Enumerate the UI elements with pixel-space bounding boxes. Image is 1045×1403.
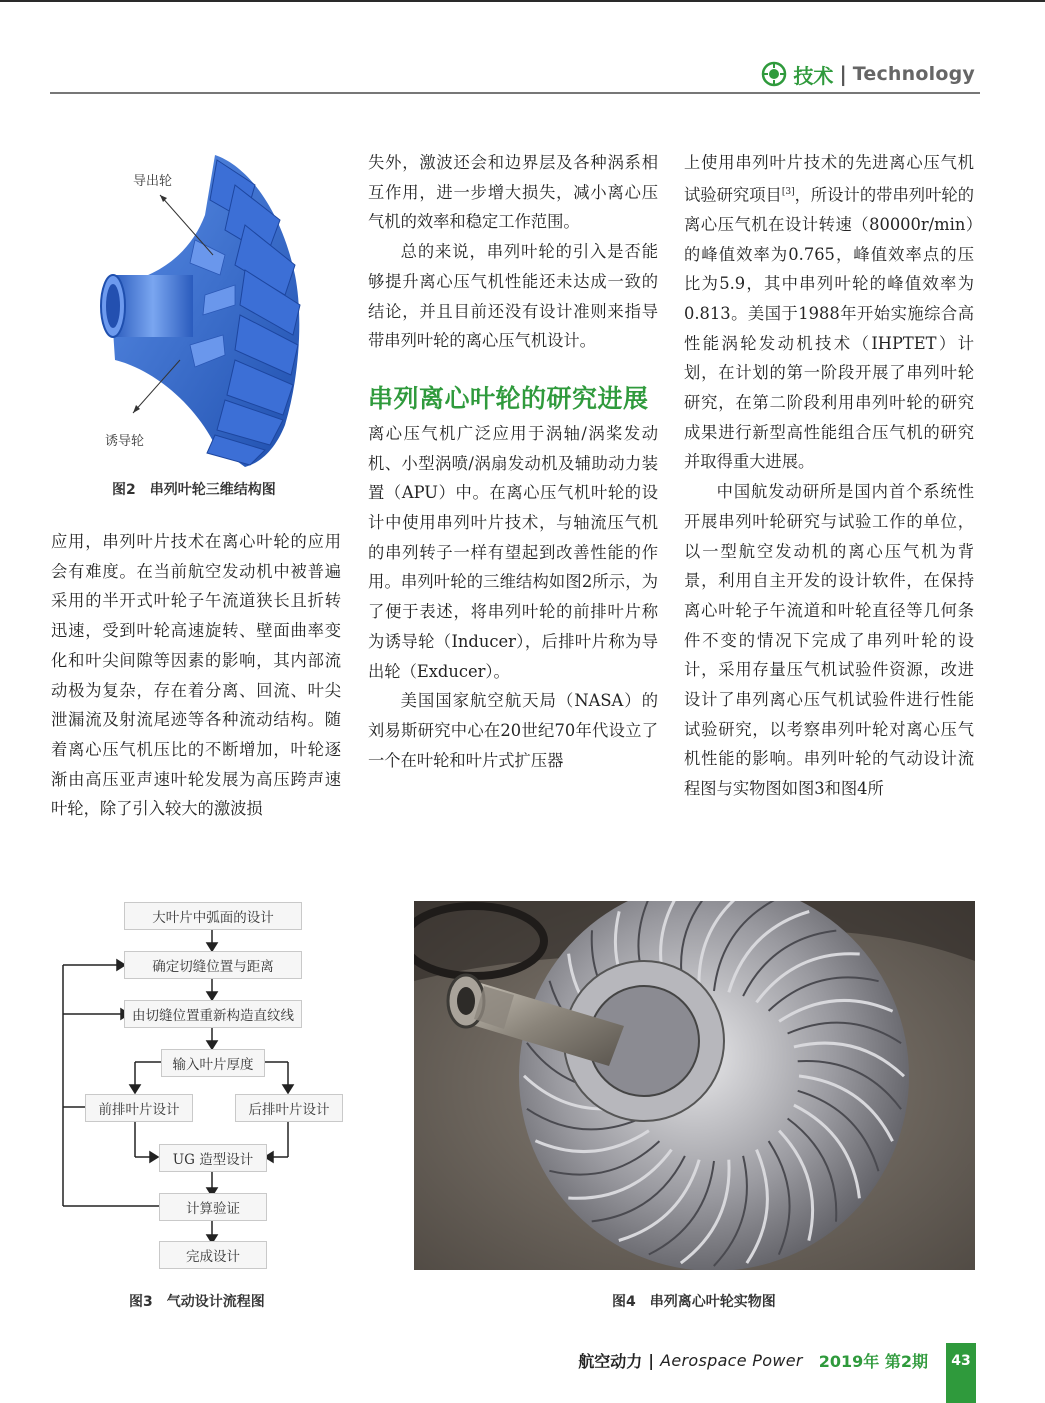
label-inducer: 诱导轮 <box>105 434 145 449</box>
paragraph <box>684 148 974 477</box>
step-slot-position: 确定切缝位置与距离 <box>124 951 302 979</box>
section-separator: | <box>839 62 847 86</box>
header-rule <box>50 92 980 94</box>
step-complete: 完成设计 <box>159 1241 267 1269</box>
paragraph: 总的来说，串列叶轮的引入是否能够提升离心压气机性能还未达成一致的结论，并且目前还没有设计准则来指导带串列叶轮的离心压气机设计。 <box>368 242 658 351</box>
paragraph-text: 上使用串列叶片技术的先进离心压气机试验研究项目 <box>684 153 974 205</box>
journal-name-en: Aerospace Power <box>660 1350 803 1370</box>
section-heading: 串列离心叶轮的研究进展 <box>368 383 649 413</box>
section-header <box>761 60 975 88</box>
step-verification: 计算验证 <box>159 1193 267 1221</box>
text-column-2 <box>368 148 658 775</box>
impeller-3d-diagram <box>95 145 335 470</box>
paragraph-text: ，所设计的带串列叶轮的离心压气机在设计转速（80000r/min）的峰值效率为0.765，峰值效率点的压比为5.9，其中串列叶轮的峰值效率为0.813。美国于1988年开始实施综合高性能涡轮发动机技术（IHPTET）计划，在计划的第一阶段开展了串列叶轮研究，在第二阶段利用串列叶轮的研究成果进行新型高性能组合压气机的研究并取得重大进展。 <box>684 185 974 472</box>
figure-4-photo <box>414 901 975 1270</box>
paragraph: 失外，激波还会和边界层及各种涡系相互作用，进一步增大损失，减小离心压气机的效率和稳定工作范围。 <box>368 153 658 232</box>
section-name-cn: 技术 <box>793 63 834 88</box>
paragraph: 中国航发动研所是国内首个系统性开展串列叶轮研究与试验工作的单位，以一型航空发动机的离心压气机为背景，利用自主开发的设计软件，在保持离心叶轮子午流道和叶轮直径等几何条件不变的情况下完成了串列叶轮的设计，采用存量压气机试验件资源，改进设计了串列离心压气机试验件进行性能试验研究，以考察串列叶轮对离心压气机性能的影响。串列叶轮的气动设计流程图与实物图如图3和图4所 <box>684 482 974 799</box>
step-ug-modeling: UG 造型设计 <box>159 1144 267 1172</box>
issue-label: 2019年 第2期 <box>818 1351 928 1371</box>
step-ruled-lines: 由切缝位置重新构造直纹线 <box>124 1000 302 1028</box>
section-name-en: Technology <box>852 63 975 85</box>
figure-3-caption: 图3 气动设计流程图 <box>129 1294 265 1310</box>
step-front-blade: 前排叶片设计 <box>85 1094 193 1122</box>
figure-2 <box>95 145 335 470</box>
top-border <box>0 0 1045 2</box>
impeller-photo <box>414 901 975 1270</box>
page-number: 43 <box>946 1343 976 1403</box>
footer <box>578 1349 928 1371</box>
step-blade-thickness: 输入叶片厚度 <box>161 1049 265 1077</box>
paragraph: 美国国家航空航天局（NASA）的刘易斯研究中心在20世纪70年代设立了一个在叶轮和叶片式扩压器 <box>368 691 658 770</box>
figure-4-caption: 图4 串列离心叶轮实物图 <box>612 1294 776 1310</box>
journal-separator: | <box>648 1350 655 1370</box>
figure-2-caption: 图2 串列叶轮三维结构图 <box>112 482 276 498</box>
section-logo-icon <box>761 61 787 87</box>
paragraph: 应用，串列叶片技术在离心叶轮的应用会有难度。在当前航空发动机中被普遍采用的半开式叶轮子午流道狭长且折转迅速，受到叶轮高速旋转、壁面曲率变化和叶尖间隙等因素的影响，其内部流动极为复杂，存在着分离、回流、叶尖泄漏流及射流尾迹等各种流动结构。随着离心压气机压比的不断增加，叶轮逐渐由高压亚声速叶轮发展为高压跨声速叶轮，除了引入较大的激波损 <box>51 532 341 819</box>
step-midsurface-design: 大叶片中弧面的设计 <box>124 902 302 930</box>
figure-3-flowchart <box>55 900 355 1280</box>
reference-mark: [3] <box>781 186 795 197</box>
step-rear-blade: 后排叶片设计 <box>235 1094 343 1122</box>
text-column-3 <box>684 148 974 804</box>
journal-name-cn: 航空动力 <box>578 1351 643 1371</box>
paragraph: 离心压气机广泛应用于涡轴/涡桨发动机、小型涡喷/涡扇发动机及辅助动力装置（APU）中。在离心压气机叶轮的设计中使用串列叶片技术，与轴流压气机的串列转子一样有望起到改善性能的作用。串列叶轮的三维结构如图2所示，为了便于表述，将串列叶轮的前排叶片称为诱导轮（Inducer），后排叶片称为导出轮（Exducer）。 <box>368 423 658 681</box>
text-column-1 <box>51 527 341 824</box>
label-exducer: 导出轮 <box>133 174 173 189</box>
